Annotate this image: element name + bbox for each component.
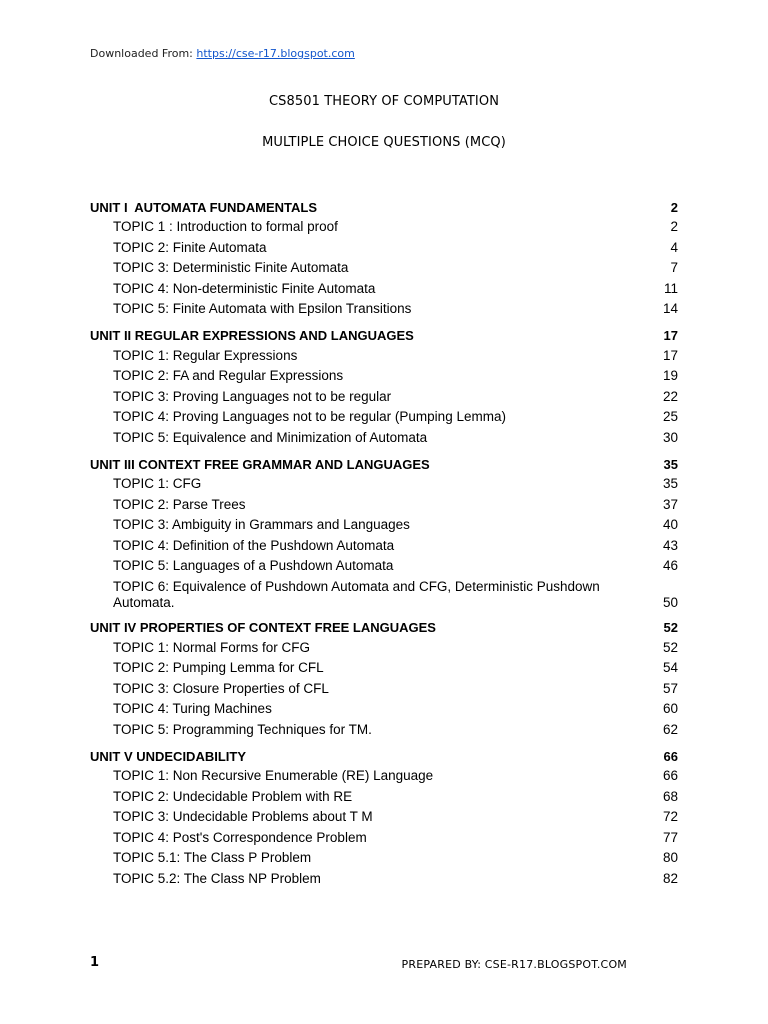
topic-page-number: 80 bbox=[662, 850, 678, 866]
topic-row[interactable] bbox=[90, 787, 678, 808]
download-source-line bbox=[90, 47, 355, 60]
topic-row[interactable] bbox=[90, 577, 678, 612]
unit-title: UNIT II REGULAR EXPRESSIONS AND LANGUAGES bbox=[90, 328, 414, 343]
unit-page-number: 35 bbox=[663, 456, 678, 472]
download-link[interactable]: https://cse-r17.blogspot.com bbox=[196, 47, 355, 60]
topic-row[interactable] bbox=[90, 366, 678, 387]
topic-page-number: 62 bbox=[662, 721, 678, 737]
unit-title: UNIT I AUTOMATA FUNDAMENTALS bbox=[90, 199, 317, 215]
topic-row[interactable] bbox=[90, 658, 678, 679]
topic-row[interactable] bbox=[90, 346, 678, 367]
unit-title: UNIT V UNDECIDABILITY bbox=[90, 748, 246, 764]
unit-heading-row[interactable] bbox=[90, 198, 678, 217]
topic-row[interactable] bbox=[90, 258, 678, 279]
topic-label: TOPIC 5.1: The Class P Problem bbox=[113, 850, 312, 866]
topic-page-number: 7 bbox=[670, 260, 678, 276]
topic-label: TOPIC 1 : Introduction to formal proof bbox=[113, 219, 338, 235]
topic-page-number: 17 bbox=[662, 347, 678, 363]
topic-label: TOPIC 5: Programming Techniques for TM. bbox=[113, 721, 372, 737]
toc-unit bbox=[90, 198, 678, 320]
topic-row[interactable] bbox=[90, 807, 678, 828]
topic-page-number: 35 bbox=[662, 476, 678, 492]
unit-page-number: 2 bbox=[670, 199, 678, 215]
topic-label: TOPIC 3: Deterministic Finite Automata bbox=[113, 260, 349, 276]
topic-label: TOPIC 5: Equivalence and Minimization of Automata bbox=[113, 429, 428, 445]
footer-page-number: 1 bbox=[90, 955, 100, 970]
unit-title: UNIT IV PROPERTIES OF CONTEXT FREE LANGUAGES bbox=[90, 620, 436, 635]
topic-row[interactable] bbox=[90, 848, 678, 869]
topic-label: TOPIC 1: Regular Expressions bbox=[113, 347, 298, 363]
topic-page-number: 30 bbox=[662, 429, 678, 445]
topic-row[interactable] bbox=[90, 556, 678, 577]
topic-row[interactable] bbox=[90, 428, 678, 449]
topic-page-number: 19 bbox=[662, 368, 678, 384]
topic-label: TOPIC 4: Turing Machines bbox=[113, 701, 272, 717]
unit-page-number: 66 bbox=[663, 748, 678, 764]
topic-page-number: 72 bbox=[662, 809, 678, 825]
topic-page-number: 2 bbox=[670, 219, 678, 235]
topic-label: TOPIC 3: Closure Properties of CFL bbox=[113, 680, 329, 696]
topic-row[interactable] bbox=[90, 699, 678, 720]
topic-row[interactable] bbox=[90, 515, 678, 536]
topic-page-number: 40 bbox=[662, 517, 678, 533]
unit-heading-row[interactable] bbox=[90, 619, 678, 638]
unit-heading-row[interactable] bbox=[90, 747, 678, 766]
topic-page-number: 11 bbox=[663, 280, 678, 296]
topic-row[interactable] bbox=[90, 495, 678, 516]
topic-label: TOPIC 6: Equivalence of Pushdown Automata and CFG, Deterministic Pushdown Automata. bbox=[113, 578, 600, 610]
topic-row[interactable] bbox=[90, 238, 678, 259]
topic-label: TOPIC 4: Post's Correspondence Problem bbox=[113, 829, 367, 845]
unit-page-number: 52 bbox=[663, 620, 678, 635]
topic-row[interactable] bbox=[90, 679, 678, 700]
topic-row[interactable] bbox=[90, 299, 678, 320]
topic-page-number: 37 bbox=[662, 496, 678, 512]
document-subtitle: MULTIPLE CHOICE QUESTIONS (MCQ) bbox=[262, 135, 506, 150]
topic-label: TOPIC 2: Finite Automata bbox=[113, 239, 267, 255]
topic-label: TOPIC 5: Languages of a Pushdown Automata bbox=[113, 558, 394, 574]
topic-page-number: 77 bbox=[662, 829, 678, 845]
topic-page-number: 57 bbox=[662, 680, 678, 696]
topic-label: TOPIC 1: CFG bbox=[113, 476, 202, 492]
toc-unit bbox=[90, 619, 678, 741]
topic-label: TOPIC 2: FA and Regular Expressions bbox=[113, 368, 344, 384]
toc-unit bbox=[90, 327, 678, 449]
topic-row[interactable] bbox=[90, 217, 678, 238]
topic-row[interactable] bbox=[90, 474, 678, 495]
topic-row[interactable] bbox=[90, 869, 678, 890]
course-title: CS8501 THEORY OF COMPUTATION bbox=[268, 94, 500, 109]
topic-page-number: 60 bbox=[662, 701, 678, 717]
footer-prepared-by: PREPARED BY: CSE-R17.BLOGSPOT.COM bbox=[401, 958, 627, 971]
topic-page-number: 25 bbox=[662, 409, 678, 425]
topic-label: TOPIC 4: Non-deterministic Finite Automata bbox=[113, 280, 376, 296]
topic-label: TOPIC 1: Normal Forms for CFG bbox=[113, 639, 311, 655]
topic-label: TOPIC 4: Definition of the Pushdown Automata bbox=[113, 537, 395, 553]
topic-label: TOPIC 3: Ambiguity in Grammars and Languages bbox=[113, 517, 410, 533]
topic-label: TOPIC 4: Proving Languages not to be regular (Pumping Lemma) bbox=[113, 409, 506, 425]
topic-page-number: 54 bbox=[662, 660, 678, 676]
topic-row[interactable] bbox=[90, 407, 678, 428]
unit-heading-row[interactable] bbox=[90, 455, 678, 474]
topic-page-number: 4 bbox=[670, 239, 678, 255]
topic-label: TOPIC 2: Parse Trees bbox=[113, 496, 246, 512]
topic-row[interactable] bbox=[90, 766, 678, 787]
topic-label: TOPIC 1: Non Recursive Enumerable (RE) Language bbox=[113, 768, 434, 784]
topic-page-number: 14 bbox=[662, 301, 678, 317]
topic-page-number: 66 bbox=[662, 768, 678, 784]
topic-row[interactable] bbox=[90, 279, 678, 300]
topic-label: TOPIC 5: Finite Automata with Epsilon Transitions bbox=[113, 301, 412, 317]
topic-page-number: 52 bbox=[662, 639, 678, 655]
topic-label: TOPIC 3: Proving Languages not to be regular bbox=[113, 388, 392, 404]
table-of-contents bbox=[90, 198, 678, 896]
toc-unit bbox=[90, 455, 678, 612]
unit-heading-row[interactable] bbox=[90, 327, 678, 346]
topic-page-number: 22 bbox=[662, 388, 678, 404]
toc-unit bbox=[90, 747, 678, 889]
topic-label: TOPIC 2: Pumping Lemma for CFL bbox=[113, 660, 324, 676]
topic-row[interactable] bbox=[90, 387, 678, 408]
topic-page-number: 43 bbox=[662, 537, 678, 553]
topic-page-number: 68 bbox=[662, 788, 678, 804]
topic-label: TOPIC 3: Undecidable Problems about T M bbox=[113, 809, 373, 825]
download-prefix: Downloaded From: bbox=[90, 47, 197, 60]
topic-row[interactable] bbox=[90, 638, 678, 659]
topic-page-number: 50 bbox=[662, 594, 678, 610]
topic-page-number: 82 bbox=[662, 870, 678, 886]
unit-page-number: 17 bbox=[663, 328, 678, 343]
topic-row[interactable] bbox=[90, 536, 678, 557]
topic-label: TOPIC 5.2: The Class NP Problem bbox=[113, 870, 321, 886]
unit-title: UNIT III CONTEXT FREE GRAMMAR AND LANGUAGES bbox=[90, 456, 430, 472]
topic-label: TOPIC 2: Undecidable Problem with RE bbox=[113, 788, 353, 804]
topic-page-number: 46 bbox=[662, 558, 678, 574]
topic-row[interactable] bbox=[90, 828, 678, 849]
topic-row[interactable] bbox=[90, 720, 678, 741]
